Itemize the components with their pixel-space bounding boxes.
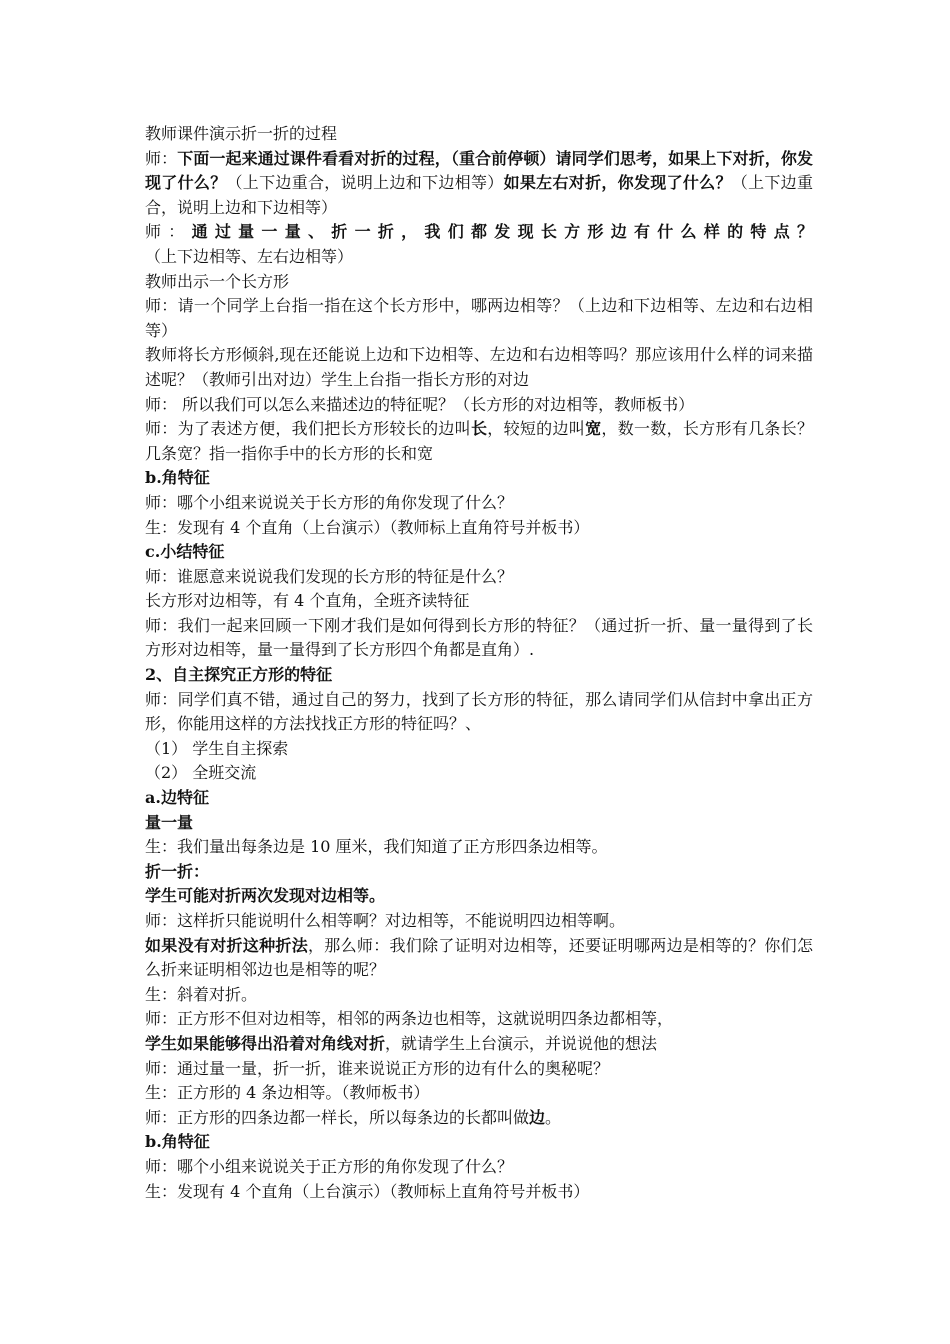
text-segment: 教师将长方形倾斜,现在还能说上边和下边相等、左边和右边相等吗？那应该用什么样的词来描述呢？（教师引出对边）学生上台指一指长方形的对边 [145,345,813,389]
text-segment: 师：我们一起来回顾一下刚才我们是如何得到长方形的特征？（通过折一折、量一量得到了长方形对边相等，量一量得到了长方形四个角都是直角）. [145,615,813,660]
paragraph [145,491,813,516]
text-segment: 师：同学们真不错，通过自己的努力，找到了长方形的特征，那么请同学们从信封中拿出正方形，你能用这样的方法找找正方形的特征吗？、 [145,689,813,734]
text-segment: （1） 学生自主探索 [145,738,289,758]
text-segment: ，就请学生上台演示，并说说他的想法 [385,1033,658,1053]
bold-text-segment: 长 [470,419,488,439]
paragraph [145,983,813,1008]
bold-text-segment: 学生如果能够得出沿着对角线对折 [145,1033,386,1053]
paragraph [145,811,813,836]
text-segment: 师：正方形的四条边都一样长，所以每条边的长都叫做 [145,1107,530,1127]
paragraph [145,688,813,737]
paragraph [145,761,813,786]
bold-text-segment: 折一折： [145,861,210,881]
paragraph [145,516,813,541]
paragraph [145,1057,813,1082]
bold-text-segment: b.角特征 [145,468,210,488]
bold-text-segment: 宽 [585,419,602,439]
paragraph [145,270,813,295]
bold-text-segment: 量一量 [145,812,194,832]
bold-text-segment: 通过量一量、折一折，我们都发现长方形边有什么样的特点？ [191,222,813,242]
paragraph [145,1106,813,1131]
bold-text-segment: b.角特征 [145,1132,210,1152]
paragraph [145,1180,813,1205]
text-segment: 生：发现有 4 个直角（上台演示）（教师标上直角符号并板书） [145,517,590,537]
text-segment: 生：发现有 4 个直角（上台演示）（教师标上直角符号并板书） [145,1181,590,1201]
text-segment: 师：哪个小组来说说关于长方形的角你发现了什么？ [145,492,514,512]
paragraph [145,147,813,221]
bold-text-segment: 如果没有对折这种折法 [145,935,308,955]
bold-text-segment: 如果左右对折，你发现了什么？ [503,173,732,193]
paragraph [145,909,813,934]
paragraph [145,835,813,860]
paragraph [145,1081,813,1106]
text-segment: ，较短的边叫 [487,419,586,439]
text-segment: 师：请一个同学上台指一指在这个长方形中，哪两边相等？（上边和下边相等、左边和右边相等） [145,296,813,340]
paragraph [145,1032,813,1057]
text-segment: 师： 所以我们可以怎么来描述边的特征呢？（长方形的对边相等，教师板书） [145,394,695,414]
text-segment: 师： [145,148,178,168]
text-segment: （2） 全班交流 [145,763,257,783]
text-segment: 师：哪个小组来说说关于正方形的角你发现了什么？ [145,1156,514,1176]
paragraph [145,122,813,147]
paragraph [145,1155,813,1180]
text-segment: ，数一数，长方形有几条长？几条宽？指一指你手中的长方形的长和宽 [145,419,813,463]
paragraph [145,614,813,663]
bold-text-segment: 边 [529,1107,546,1127]
bold-text-segment: a.边特征 [145,788,209,808]
document-page [145,122,813,1204]
text-segment: 教师出示一个长方形 [145,271,290,291]
bold-text-segment: 下面一起来通过课件看看对折的过程，（重合前停顿）请同学们思考，如果上下对折，你发现了什么？ [145,148,813,193]
text-segment: （上下边重合，说明上边和下边相等） [226,173,504,193]
text-segment: 教师课件演示折一折的过程 [145,124,338,143]
paragraph [145,417,813,466]
paragraph [145,663,813,688]
text-segment: 生：斜着对折。 [145,984,258,1004]
text-segment: 师：这样折只能说明什么相等啊？对边相等，不能说明四边相等啊。 [145,911,626,930]
paragraph [145,1130,813,1155]
text-segment: 师：正方形不但对边相等，相邻的两条边也相等，这就说明四条边都相等， [145,1009,674,1029]
paragraph [145,737,813,762]
text-segment: 。 [545,1107,562,1127]
paragraph [145,934,813,983]
paragraph [145,786,813,811]
paragraph [145,393,813,418]
paragraph [145,220,813,269]
text-segment: （上下边相等、左右边相等） [145,246,354,266]
paragraph [145,589,813,614]
bold-text-segment: 2、自主探究正方形的特征 [145,665,333,685]
paragraph [145,860,813,885]
text-segment: 师：谁愿意来说说我们发现的长方形的特征是什么？ [145,566,514,586]
bold-text-segment: c.小结特征 [145,542,225,562]
text-segment: 生：正方形的 4 条边相等。（教师板书） [145,1083,430,1103]
paragraph [145,1007,813,1032]
text-segment: 师：通过量一量，折一折，谁来说说正方形的边有什么的奥秘呢？ [145,1058,610,1078]
text-segment: 生：我们量出每条边是 10 厘米，我们知道了正方形四条边相等。 [145,837,608,857]
text-segment: ，那么师：我们除了证明对边相等，还要证明哪两边是相等的？你们怎么折来证明相邻边也是相等的呢？ [145,935,813,980]
paragraph [145,466,813,491]
text-segment: 师： [145,222,192,242]
text-segment: 师：为了表述方便，我们把长方形较长的边叫 [145,419,471,439]
paragraph [145,565,813,590]
paragraph [145,343,813,392]
bold-text-segment: 学生可能对折两次发现对边相等。 [145,886,386,906]
paragraph [145,540,813,565]
paragraph [145,884,813,909]
text-segment: 长方形对边相等，有 4 个直角，全班齐读特征 [145,591,470,611]
paragraph [145,294,813,343]
text-segment: （上下边重合，说明上边和下边相等） [145,173,813,217]
